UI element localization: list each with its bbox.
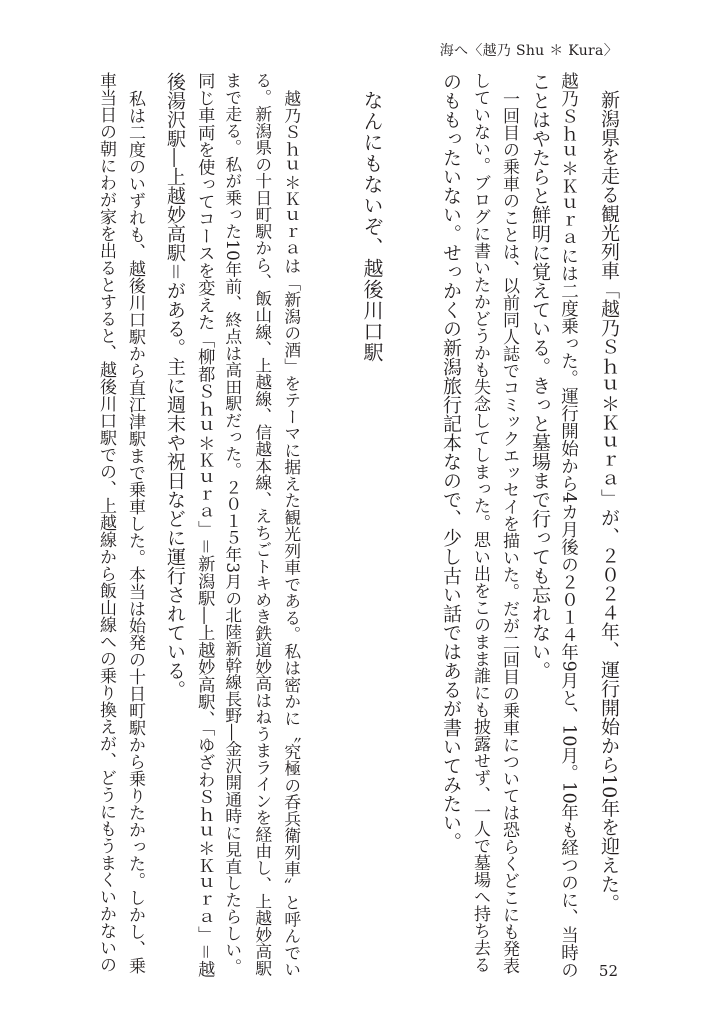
- text-column: していない。ブログに書いたかどうかも失念してしまった。思い出をこのまま誰にも披露せず、一人で墓場へ持ち去る: [470, 72, 490, 973]
- text-column: 同じ車両を使ってコースを変えた「柳都Ｓｈｕ＊Ｋｕｒａ」＝新潟駅―上越妙高駅、「ゆざわＳｈｕ＊Ｋｕｒａ」＝越: [194, 72, 215, 978]
- text-column: 一回目の乗車のことは、以前同人誌でコミックエッセイを描いた。だが二回目の乗車については恐らくどこにも発表: [499, 90, 519, 974]
- text-column: 越乃Ｓｈｕ＊Ｋｕｒａには二度乗った。運行開始から4カ月後の２０１４年9月と、10月。10年も経つのに、当時の: [558, 72, 579, 979]
- text-column: まで走る。私が乗った10年前、終点は高田駅だった。２０１５年3月の北陸新幹線長野―金沢開通時に見直したらしい。: [222, 72, 243, 975]
- text-column: 新潟県を走る観光列車「越乃Ｓｈｕ＊Ｋｕｒａ」が、２０２４年、運行開始から10年を迎えた。: [598, 90, 620, 913]
- text-column: 私は二度のいずれも、越後川口駅から直江津駅まで乗車した。本当は始発の十日町駅から乗りたかった。しかし、乗: [125, 90, 145, 974]
- text-column: ことはやたらと鮮明に覚えている。きっと墓場まで行っても忘れない。: [529, 72, 551, 680]
- text-column: る。新潟県の十日町駅から、飯山線、上越線、信越本線、えちごトキめき鉄道妙高はねうまラインを経由し、上越妙高駅: [252, 72, 273, 977]
- text-column: のももったいない。せっかくの新潟旅行記本なので、少し古い話ではあるが書いてみたい。: [440, 72, 462, 851]
- running-header: 海へ〈越乃 Shu ＊ Kura〉: [439, 43, 618, 59]
- text-column: 後湯沢駅―上越妙高駅＝がある。主に週末や祝日などに運行されている。: [164, 72, 186, 700]
- page-number: 52: [598, 962, 618, 980]
- section-heading: なんにもないぞ、越後川口駅: [360, 90, 384, 363]
- text-column: 車当日の朝にわが家を出るとすると、越後川口駅での、上越線から飯山線への乗り換えが、どうにもうまくいかないの: [96, 72, 116, 973]
- text-column: 越乃Ｓｈｕ＊Ｋｕｒａは「新潟の酒」をテーマに据えた観光列車である。私は密かに〝究極の呑兵衛列車〟と呼んでい: [281, 90, 302, 978]
